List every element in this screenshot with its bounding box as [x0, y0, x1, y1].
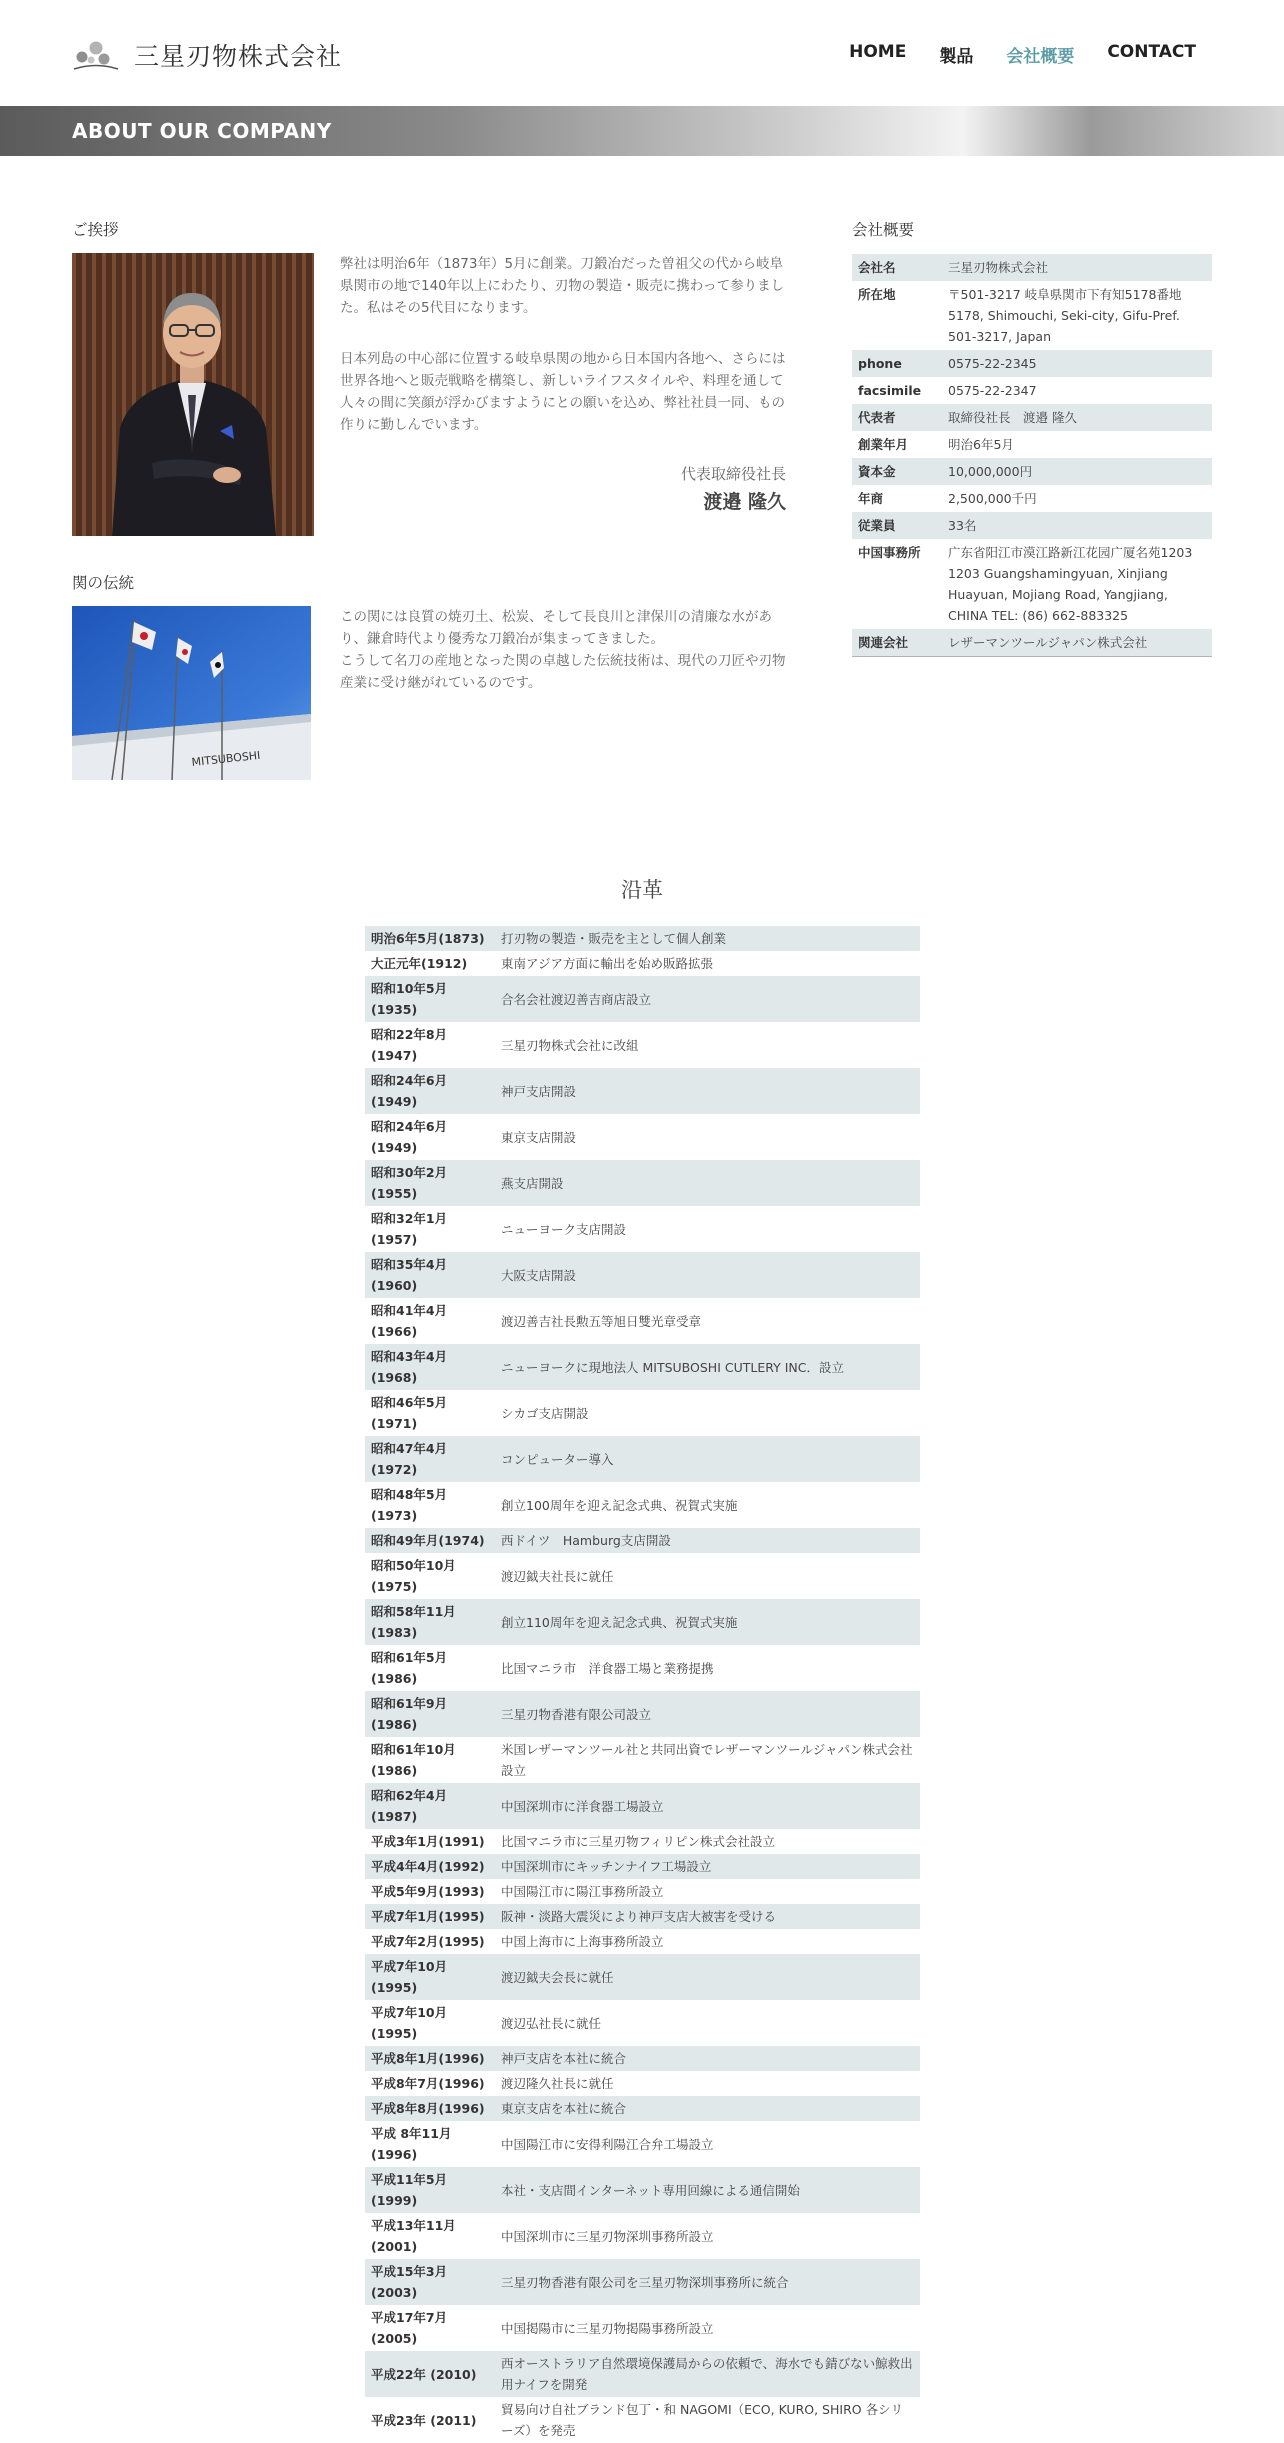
history-event: コンピューター導入 — [495, 1436, 920, 1482]
nav-home[interactable]: HOME — [849, 42, 907, 62]
greeting-heading: ご挨拶 — [72, 221, 119, 239]
history-year: 平成3年1月(1991) — [371, 1834, 485, 1849]
history-event: 西オーストラリア自然環境保護局からの依頼で、海水でも錆びない鯨救出用ナイフを開発 — [495, 2351, 920, 2397]
greeting-paragraph-1: 弊社は明治6年（1873年）5月に創業。刀鍛冶だった曽祖父の代から岐阜県関市の地で140年以上にわたり、刃物の製造・販売に携わって参りました。私はその5代目になります。 — [340, 256, 785, 316]
info-key: 年商 — [858, 491, 884, 506]
history-year: 昭和41年4月(1966) — [371, 1303, 448, 1339]
history-event: 創立110周年を迎え記念式典、祝賀式実施 — [495, 1599, 920, 1645]
history-event: 中国上海市に上海事務所設立 — [501, 1934, 664, 1949]
history-row — [365, 1252, 920, 1298]
site-header — [0, 0, 1284, 106]
history-row — [365, 2397, 920, 2443]
history-event: 東京支店を本社に統合 — [495, 2096, 920, 2121]
nav-contact[interactable]: CONTACT — [1107, 42, 1196, 62]
history-event: 大阪支店開設 — [495, 1252, 920, 1298]
company-info-table — [852, 254, 1212, 657]
history-event: 三星刃物香港有限公司を三星刃物深圳事務所に統合 — [495, 2259, 920, 2305]
history-year: 平成7年1月(1995) — [365, 1904, 495, 1929]
info-key: 従業員 — [852, 512, 942, 539]
info-row — [852, 377, 1212, 404]
info-key: 創業年月 — [858, 437, 909, 452]
history-event: 東京支店開設 — [501, 1129, 577, 1145]
history-row — [365, 1298, 920, 1344]
company-logo[interactable] — [72, 36, 342, 74]
history-row — [365, 2046, 920, 2071]
info-row — [852, 404, 1212, 431]
info-row — [852, 431, 1212, 458]
history-row — [365, 2305, 920, 2351]
history-row — [365, 2167, 920, 2213]
history-year: 昭和35年4月(1960) — [365, 1252, 495, 1298]
info-value: レザーマンツールジャパン株式会社 — [942, 629, 1212, 657]
history-event: ニューヨーク支店開設 — [501, 1221, 627, 1237]
history-year: 昭和49年月(1974) — [365, 1528, 495, 1553]
info-key: 関連会社 — [852, 629, 942, 657]
history-year: 昭和47年4月(1972) — [365, 1436, 495, 1482]
history-row — [365, 1599, 920, 1645]
history-event: 合名会社渡辺善吉商店設立 — [495, 976, 920, 1022]
history-row — [365, 1929, 920, 1954]
history-row — [365, 1344, 920, 1390]
history-row — [365, 1854, 920, 1879]
history-row — [365, 2000, 920, 2046]
history-row — [365, 2121, 920, 2167]
info-key: 資本金 — [852, 458, 942, 485]
history-event: 神戸支店開設 — [495, 1068, 920, 1114]
history-event: 貿易向け自社ブランド包丁・和 NAGOMI（ECO, KURO, SHIRO 各シリーズ）を発売 — [501, 2402, 904, 2438]
history-event: 本社・支店間インターネット専用回線による通信開始 — [495, 2167, 920, 2213]
history-event: 阪神・淡路大震災により神戸支店大被害を受ける — [495, 1904, 920, 1929]
history-year: 昭和61年5月(1986) — [371, 1650, 448, 1686]
history-event: 神戸支店を本社に統合 — [495, 2046, 920, 2071]
history-row — [365, 1068, 920, 1114]
history-year: 平成7年10月(1995) — [371, 2005, 448, 2041]
info-value: 0575-22-2347 — [948, 383, 1037, 398]
history-row — [365, 1436, 920, 1482]
signature-name: 渡邉 隆久 — [703, 491, 786, 513]
info-key: 所在地 — [858, 287, 896, 302]
history-event: ニューヨークに現地法人 MITSUBOSHI CUTLERY INC．設立 — [495, 1344, 920, 1390]
history-row — [365, 1691, 920, 1737]
history-year: 平成8年8月(1996) — [365, 2096, 495, 2121]
history-year: 昭和10年5月(1935) — [365, 976, 495, 1022]
history-row — [365, 2071, 920, 2096]
history-event: 中国深圳市に洋食器工場設立 — [495, 1783, 920, 1829]
history-row — [365, 1645, 920, 1691]
history-event: 米国レザーマンツール社と共同出資でレザーマンツールジャパン株式会社設立 — [501, 1742, 913, 1778]
history-year: 昭和61年10月 (1986) — [371, 1742, 456, 1778]
president-photo — [72, 253, 314, 536]
svg-text:MITSUBOSHI: MITSUBOSHI — [190, 748, 261, 769]
info-row — [852, 629, 1212, 657]
history-year: 平成13年11月 (2001) — [371, 2218, 456, 2254]
history-row — [365, 1390, 920, 1436]
three-stars-logo-icon — [72, 36, 120, 74]
info-key: phone — [852, 350, 942, 377]
info-row — [852, 512, 1212, 539]
info-value: 2,500,000千円 — [948, 491, 1037, 506]
page-banner — [0, 106, 1284, 156]
history-table — [365, 926, 920, 2443]
history-event: 中国陽江市に安得利陽江合弁工場設立 — [501, 2136, 714, 2152]
history-event: 渡辺鉞夫社長に就任 — [501, 1568, 614, 1584]
history-event: 渡辺弘社長に就任 — [501, 2015, 602, 2031]
info-key: 会社名 — [852, 254, 942, 281]
history-row — [365, 1879, 920, 1904]
info-value: 三星刃物株式会社 — [942, 254, 1212, 281]
history-event: 東南アジア方面に輸出を始め販路拡張 — [501, 956, 714, 971]
history-event: 燕支店開設 — [495, 1160, 920, 1206]
info-row — [852, 485, 1212, 512]
history-row — [365, 951, 920, 976]
history-row — [365, 1206, 920, 1252]
history-year: 平成7年10月(1995) — [365, 1954, 495, 2000]
history-row — [365, 926, 920, 951]
info-value: 广东省阳江市漠江路新江花园广厦名苑1203 1203 Guangshamingyuan, Xinjiang Huayuan, Mojiang Road, Yangjiang, CHINA TEL: (86) 662-883325 — [948, 545, 1193, 623]
history-event: 打刃物の製造・販売を主として個人創業 — [495, 926, 920, 951]
history-event: 創立100周年を迎え記念式典、祝賀式実施 — [501, 1497, 738, 1513]
info-value: 〒501-3217 岐阜県関市下有知5178番地 5178, Shimouchi, Seki-city, Gifu-Pref. 501-3217, Japan — [948, 287, 1182, 344]
history-year: 昭和62年4月(1987) — [365, 1783, 495, 1829]
history-row — [365, 1114, 920, 1160]
info-row — [852, 539, 1212, 629]
history-year: 大正元年(1912) — [371, 956, 468, 971]
history-row — [365, 1783, 920, 1829]
history-event: 中国掲陽市に三星刃物掲陽事務所設立 — [501, 2320, 714, 2336]
history-row — [365, 2259, 920, 2305]
history-year: 昭和32年1月(1957) — [371, 1211, 448, 1247]
history-row — [365, 1829, 920, 1854]
nav-products[interactable]: 製品 — [939, 47, 974, 67]
info-key: 中国事務所 — [858, 545, 921, 560]
history-row — [365, 1022, 920, 1068]
history-event: 中国深圳市にキッチンナイフ工場設立 — [495, 1854, 920, 1879]
page-title: ABOUT OUR COMPANY — [72, 119, 332, 143]
history-year: 昭和61年9月(1986) — [365, 1691, 495, 1737]
history-year: 昭和24年6月(1949) — [365, 1068, 495, 1114]
history-heading: 沿革 — [621, 878, 663, 902]
main-nav — [849, 42, 1196, 67]
history-year: 平成 8年11月 (1996) — [371, 2126, 452, 2162]
history-year: 昭和30年2月(1955) — [365, 1160, 495, 1206]
history-year: 平成23年 (2011) — [371, 2412, 477, 2428]
history-event: 渡辺鉞夫会長に就任 — [495, 1954, 920, 2000]
tradition-heading: 関の伝統 — [72, 574, 135, 592]
history-row — [365, 2351, 920, 2397]
greeting-paragraph-2: 日本列島の中心部に位置する岐阜県関の地から日本国内各地へ、さらには世界各地へと販売戦略を構築し、新しいライフスタイルや、料理を通して人々の間に笑顔が浮かびますようにとの願いを込め、弊社社員一同、もの作りに勤しんでいます。 — [340, 351, 786, 433]
info-row — [852, 458, 1212, 485]
history-event: 三星刃物株式会社に改組 — [501, 1037, 639, 1053]
nav-about[interactable]: 会社概要 — [1006, 47, 1075, 67]
history-year: 平成8年1月(1996) — [365, 2046, 495, 2071]
history-row — [365, 1737, 920, 1783]
history-row — [365, 1904, 920, 1929]
history-event: 比国マニラ市に三星刃物フィリピン株式会社設立 — [501, 1834, 776, 1849]
history-year: 昭和50年10月 (1975) — [371, 1558, 456, 1594]
history-event: シカゴ支店開設 — [501, 1405, 589, 1421]
history-year: 平成4年4月(1992) — [365, 1854, 495, 1879]
history-row — [365, 1482, 920, 1528]
history-event: 比国マニラ市 洋食器工場と業務提携 — [501, 1660, 714, 1676]
history-row — [365, 1553, 920, 1599]
company-name: 三星刃物株式会社 — [134, 42, 343, 71]
tradition-paragraph: この関には良質の焼刃土、松炭、そして長良川と津保川の清廉な水があり、鎌倉時代より優秀な刀鍛冶が集まってきました。 こうして名刀の産地となった関の卓越した伝統技術は、現代の刀匠や刃物産業に受け継がれているのです。 — [340, 609, 786, 691]
info-key: facsimile — [858, 383, 922, 398]
history-row — [365, 976, 920, 1022]
signature-title: 代表取締役社長 — [680, 465, 786, 483]
info-value: 10,000,000円 — [942, 458, 1212, 485]
history-row — [365, 1528, 920, 1553]
info-row — [852, 281, 1212, 350]
history-year: 平成15年3月(2003) — [365, 2259, 495, 2305]
history-year: 平成17年7月(2005) — [371, 2310, 448, 2346]
history-year: 昭和43年4月(1968) — [365, 1344, 495, 1390]
history-year: 平成8年7月(1996) — [371, 2076, 485, 2091]
info-row — [852, 350, 1212, 377]
info-value: 明治6年5月 — [948, 437, 1014, 452]
history-year: 昭和58年11月 (1983) — [365, 1599, 495, 1645]
history-year: 平成5年9月(1993) — [371, 1884, 485, 1899]
history-year: 昭和48年5月(1973) — [371, 1487, 448, 1523]
info-key: 代表者 — [852, 404, 942, 431]
history-row — [365, 2096, 920, 2121]
info-value: 取締役社長 渡邉 隆久 — [942, 404, 1212, 431]
history-year: 平成11年5月(1999) — [365, 2167, 495, 2213]
history-year: 平成7年2月(1995) — [371, 1934, 485, 1949]
company-info-heading: 会社概要 — [852, 221, 915, 239]
history-event: 西ドイツ Hamburg支店開設 — [495, 1528, 920, 1553]
history-event: 中国深圳市に三星刃物深圳事務所設立 — [501, 2228, 714, 2244]
history-row — [365, 2213, 920, 2259]
history-row — [365, 1160, 920, 1206]
history-year: 平成22年 (2010) — [365, 2351, 495, 2397]
history-row — [365, 1954, 920, 2000]
history-year: 明治6年5月(1873) — [365, 926, 495, 951]
history-event: 渡辺善吉社長勲五等旭日雙光章受章 — [501, 1313, 702, 1329]
history-year: 昭和46年5月(1971) — [371, 1395, 448, 1431]
info-value: 33名 — [942, 512, 1212, 539]
info-row — [852, 254, 1212, 281]
history-event: 中国陽江市に陽江事務所設立 — [501, 1884, 664, 1899]
info-value: 0575-22-2345 — [942, 350, 1212, 377]
history-event: 三星刃物香港有限公司設立 — [495, 1691, 920, 1737]
history-year: 昭和22年8月(1947) — [371, 1027, 448, 1063]
flags-photo — [72, 606, 311, 780]
history-event: 渡辺隆久社長に就任 — [501, 2076, 614, 2091]
history-year: 昭和24年6月(1949) — [371, 1119, 448, 1155]
